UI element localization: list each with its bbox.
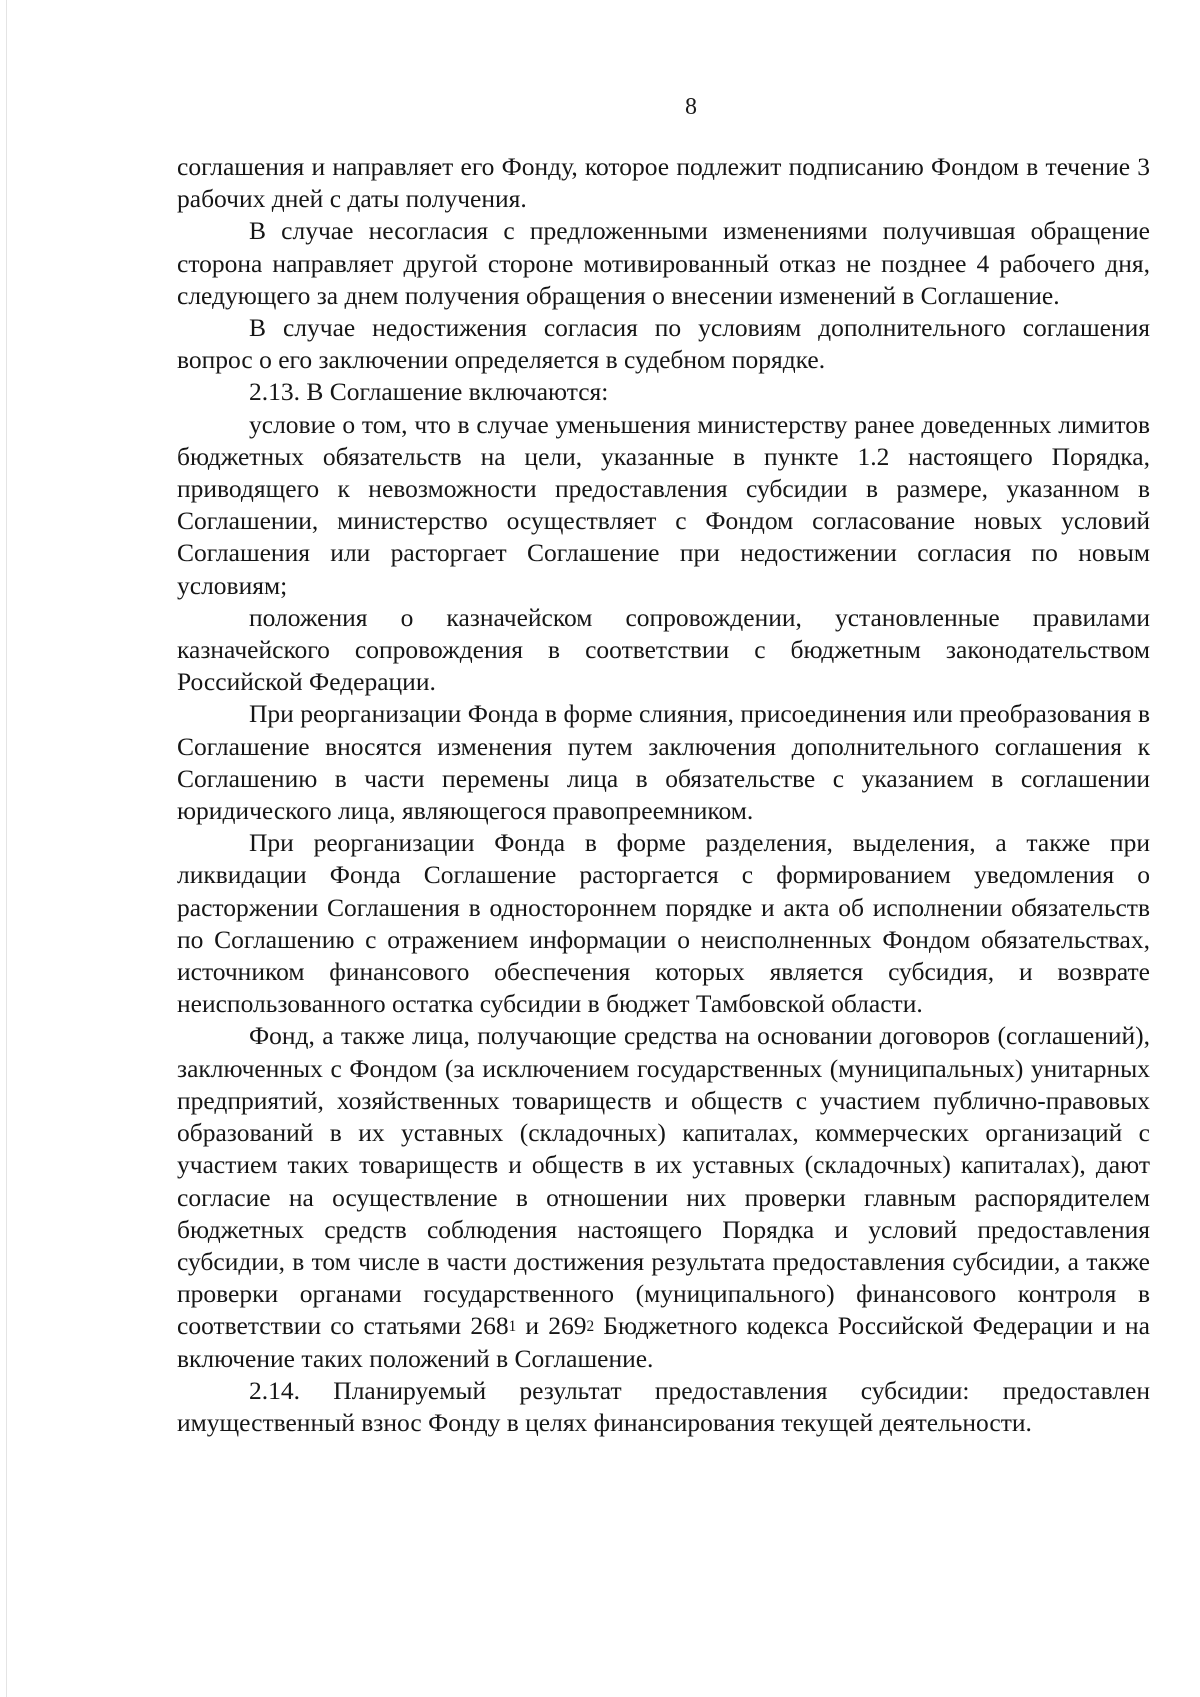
- audit-consent-ending: Бюджетного кодекса Российской Федерации и на включение таких положений в Соглашение.: [177, 1311, 1150, 1373]
- paragraph-continuation: соглашения и направляет его Фонду, которое подлежит подписанию Фондом в течение 3 рабочих дней с даты получения.: [177, 152, 1150, 214]
- article-268: 268: [470, 1311, 509, 1341]
- audit-consent-text: Фонд, а также лица, получающие средства на основании договоров (соглашений), заключенных с Фондом (за исключением государственных (муниципальных) унитарных предприятий, хозяйственных товариществ и обществ с участием публично-правовых образований в их уставных (складочных) капиталах, коммерческих организаций с участием таких товариществ и обществ в их уставных (складочных) капиталах), дают согласие на осуществление в отношении них проверки главным распорядителем бюджетных средств соблюдения настоящего Порядка и условий предоставления субсидии, в том числе в части достижения результата предоставления субсидии, а также проверки органами государственного (муниципального) финансового контроля в соответствии со статьями: [177, 1021, 1150, 1341]
- article-269-superscript: 2: [586, 1318, 595, 1336]
- scan-edge-line: [6, 0, 7, 1697]
- page-number: 8: [685, 94, 697, 120]
- paragraph-reorganization-merger: При реорганизации Фонда в форме слияния, присоединения или преобразования в Соглашение вносятся изменения путем заключения дополнительного соглашения к Соглашению в части перемены лица в обязательстве с указанием в соглашении юридического лица, являющегося правопреемником.: [177, 699, 1150, 826]
- paragraph-disagreement: В случае несогласия с предложенными изменениями получившая обращение сторона направляет другой стороне мотивированный отказ не позднее 4 рабочего дня, следующего за днем получения обращения о внесении изменений в Соглашение.: [177, 216, 1150, 310]
- section-2-13-heading: 2.13. В Соглашение включаются:: [249, 377, 609, 407]
- section-2-14-result: 2.14. Планируемый результат предоставления субсидии: предоставлен имущественный взнос Фонду в целях финансирования текущей деятельности.: [177, 1375, 1150, 1437]
- article-268-superscript: 1: [508, 1318, 517, 1336]
- document-body: [177, 151, 1150, 1439]
- conjunction-text: и: [516, 1311, 549, 1341]
- paragraph-treasury-support: положения о казначейском сопровождении, установленные правилами казначейского сопровождения в соответствии с бюджетным законодательством Российской Федерации.: [177, 602, 1150, 697]
- article-269: 269: [548, 1311, 587, 1341]
- paragraph-audit-consent: [177, 1020, 1150, 1374]
- paragraph-limits-condition: условие о том, что в случае уменьшения министерству ранее доведенных лимитов бюджетных обязательств на цели, указанные в пункте 1.2 настоящего Порядка, приводящего к невозможности предоставления субсидии в размере, указанном в Соглашении, министерство осуществляет с Фондом согласование новых условий Соглашения или расторгает Соглашение при недостижении согласия по новым условиям;: [177, 409, 1150, 600]
- paragraph-court: В случае недостижения согласия по условиям дополнительного соглашения вопрос о его заключении определяется в судебном порядке.: [177, 313, 1150, 375]
- paragraph-reorganization-division: При реорганизации Фонда в форме разделения, выделения, а также при ликвидации Фонда Соглашение расторгается с формированием уведомления о расторжении Соглашения в одностороннем порядке и акта об исполнении обязательств по Соглашению с отражением информации о неисполненных Фондом обязательствах, источником финансового обеспечения которых является субсидия, и возврате неиспользованного остатка субсидии в бюджет Тамбовской области.: [177, 828, 1150, 1019]
